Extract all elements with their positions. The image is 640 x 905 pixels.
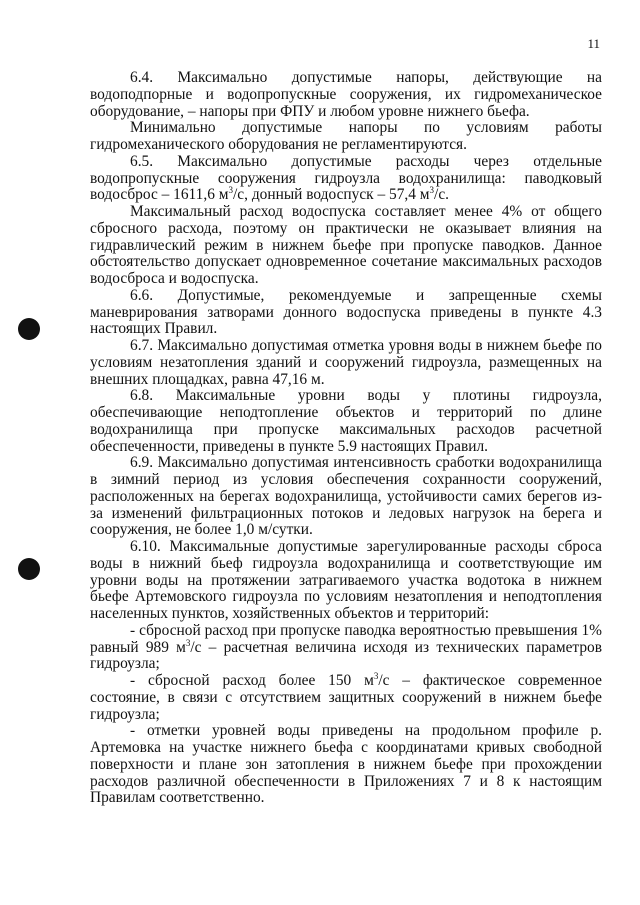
superscript: 3 bbox=[228, 185, 234, 196]
paragraph bbox=[90, 539, 602, 623]
paragraph-text: 6.10. Максимальные допустимые зарегулированные расходы сброса воды в нижний бьеф гидроузла водохранилища и соответствующие им уровни воды на протяжении затрагиваемого участка водотока в нижнем бьефе Артемовского гидроузла по условиям незатопления и неподтопления населенных пунктов, хозяйственных объектов и территорий: bbox=[90, 538, 602, 622]
paragraph-text: /с. bbox=[434, 186, 450, 204]
paragraph-text: /с, донный водоспуск – 57,4 м bbox=[233, 186, 430, 204]
paragraph-text: /с – фактическое современное состояние, в связи с отсутствием защитных сооружений в нижнем бьефе гидроузла; bbox=[90, 672, 602, 723]
paragraph-text: - сбросной расход более 150 м bbox=[130, 672, 374, 689]
paragraph bbox=[90, 670, 602, 723]
page-number: 11 bbox=[587, 36, 600, 51]
paragraph-text: 6.6. Допустимые, рекомендуемые и запрещенные схемы маневрирования затворами донного водоспуска приведены в пункте 4.3 настоящих Правил. bbox=[90, 286, 602, 338]
paragraph-text: 6.4. Максимально допустимые напоры, действующие на водоподпорные и водопропускные сооружения, их гидромеханическое оборудование, – напоры при ФПУ и любом уровне нижнего бьефа. bbox=[90, 69, 602, 120]
paragraph-text: - сбросной расход при пропуске паводка вероятностью превышения 1% равный 989 м bbox=[90, 621, 602, 656]
paragraph bbox=[90, 120, 602, 154]
superscript: 3 bbox=[185, 637, 191, 648]
paragraph-text: Минимально допустимые напоры по условиям работы гидромеханического оборудования не регламентируются. bbox=[90, 119, 602, 153]
paragraph-text: - отметки уровней воды приведены на продольном профиле р. Артемовка на участке нижнего бьефа с координатами кривых свободной поверхности и плане зон затопления в нижнем бьефе при прохождении расходов различной обеспеченности в Приложениях 7 и 8 к настоящим Правилам соответственно. bbox=[90, 722, 602, 807]
paragraph bbox=[90, 204, 602, 288]
paragraph-text: 6.8. Максимальные уровни воды у плотины гидроузла, обеспечивающие неподтопление объектов и территорий по длине водохранилища при пропуске максимальных расходов расчетной обеспеченности, приведены в пункте 5.9 настоящих Правил. bbox=[90, 387, 602, 455]
paragraph bbox=[90, 723, 602, 807]
binder-hole bbox=[18, 318, 40, 340]
paragraph bbox=[90, 288, 602, 338]
superscript: 3 bbox=[373, 670, 379, 681]
paragraph bbox=[90, 388, 602, 455]
paragraph-text: 6.5. Максимально допустимые расходы через отдельные водопропускные сооружения гидроузла водохранилища: паводковый водосброс – 1611,6 м bbox=[90, 152, 602, 204]
binder-hole bbox=[18, 558, 40, 580]
paragraph bbox=[90, 70, 602, 120]
paragraph-text: Максимальный расход водоспуска составляет менее 4% от общего сбросного расхода, поэтому он практически не оказывает влияния на гидравлический режим в нижнем бьефе при пропуске паводков. Данное обстоятельство допускает одновременное сочетание максимальных расходов водосброса и водоспуска. bbox=[90, 203, 602, 287]
superscript: 3 bbox=[429, 185, 435, 196]
paragraph-text: /с – расчетная величина исходя из технических параметров гидроузла; bbox=[90, 638, 602, 673]
paragraph-text: 6.7. Максимально допустимая отметка уровня воды в нижнем бьефе по условиям незатопления зданий и сооружений гидроузла, размещенных на внешних площадках, равна 47,16 м. bbox=[90, 337, 602, 388]
paragraph-text: 6.9. Максимально допустимая интенсивность сработки водохранилища в зимний период из условия обеспечения сохранности сооружений, расположенных на берегах водохранилища, устойчивости самих берегов из-за изменений фильтрационных потоков и ледовых нагрузок на берега и сооружения, не более 1,0 м/сутки. bbox=[90, 454, 602, 539]
paragraph bbox=[90, 623, 602, 673]
document-body bbox=[90, 70, 602, 807]
paragraph bbox=[90, 154, 602, 204]
paragraph bbox=[90, 338, 602, 388]
paragraph bbox=[90, 455, 602, 539]
